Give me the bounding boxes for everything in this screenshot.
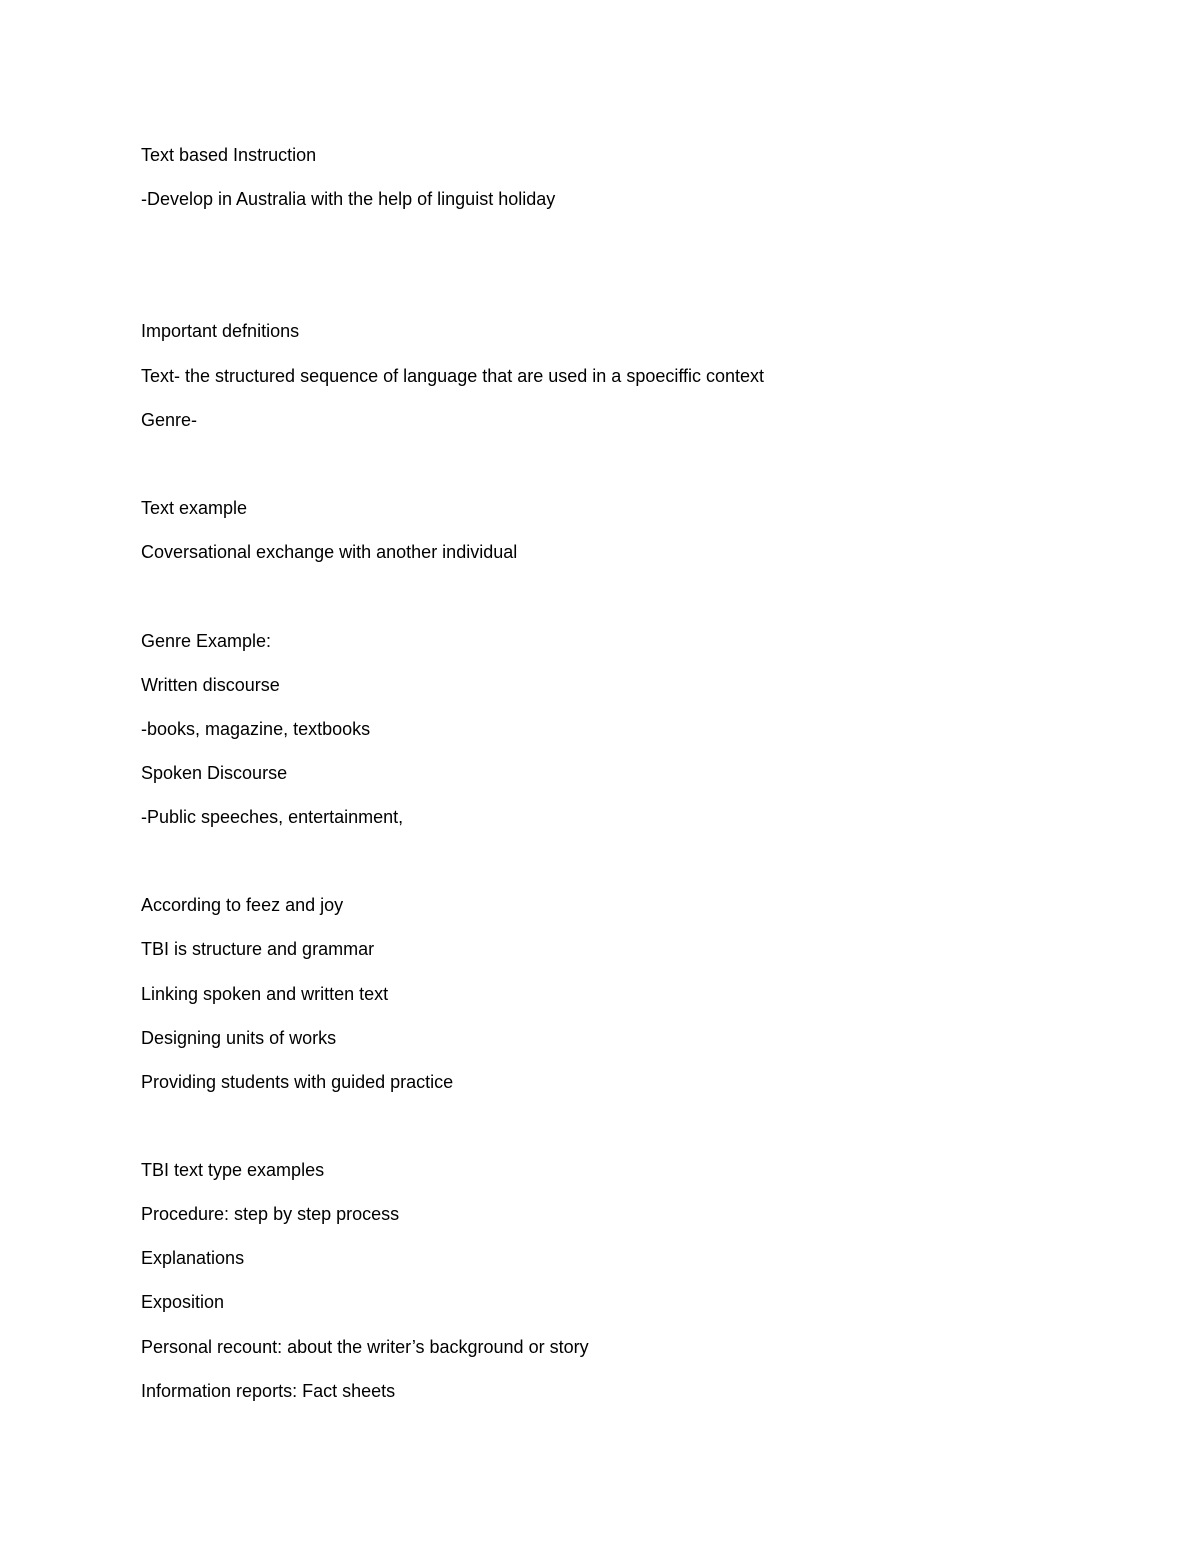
text-line: TBI is structure and grammar [141,939,375,959]
section-heading: Important defnitions [141,321,300,341]
text-line: -Public speeches, entertainment, [141,807,404,827]
section-heading: Genre Example: [141,631,272,651]
text-line: Linking spoken and written text [141,984,389,1004]
text-line: Information reports: Fact sheets [141,1381,396,1401]
text-line: -Develop in Australia with the help of linguist holiday [141,189,556,209]
text-line: Genre- [141,410,198,430]
text-line: Designing units of works [141,1028,337,1048]
section-heading: According to feez and joy [141,895,344,915]
text-line: Explanations [141,1248,245,1268]
text-line: Written discourse [141,675,280,695]
section-heading: TBI text type examples [141,1160,325,1180]
text-line: Spoken Discourse [141,763,288,783]
text-line: Exposition [141,1292,225,1312]
text-line: Personal recount: about the writer’s background or story [141,1337,589,1357]
text-line: Procedure: step by step process [141,1204,400,1224]
document-title: Text based Instruction [141,145,317,165]
text-line: Coversational exchange with another individual [141,542,518,562]
text-line: Providing students with guided practice [141,1072,454,1092]
section-heading: Text example [141,498,248,518]
text-line: Text- the structured sequence of language that are used in a spoeciffic context [141,366,765,386]
text-line: -books, magazine, textbooks [141,719,371,739]
